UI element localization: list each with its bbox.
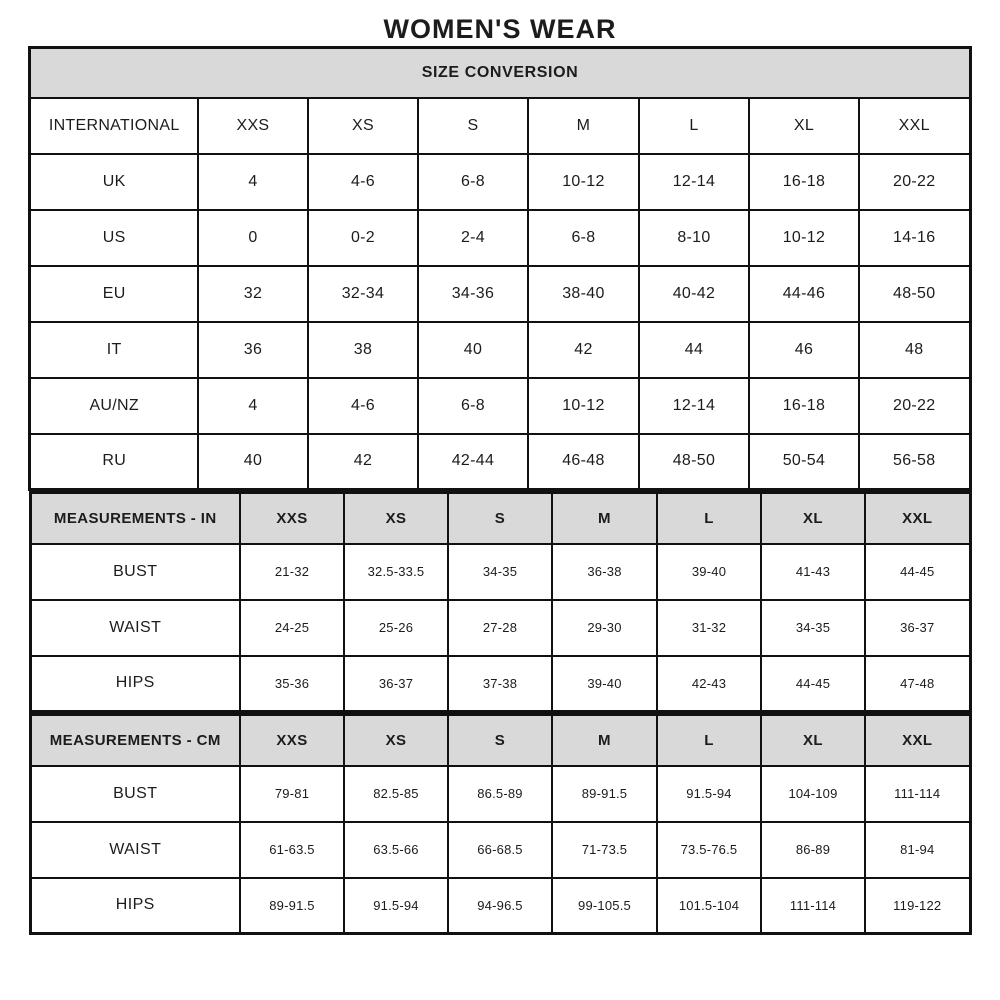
value-cell: 16-18 [749,154,859,210]
table-header-row [30,715,970,766]
size-header-cell: XXS [240,493,344,544]
value-cell: 73.5-76.5 [657,822,761,878]
value-cell: 12-14 [639,378,749,434]
table-row [30,378,970,434]
table-header-row [30,493,970,544]
value-cell: 35-36 [240,656,344,712]
table-header-row [30,48,970,98]
value-cell: 99-105.5 [552,878,657,934]
column-header-cell: L [639,98,749,154]
table-row [30,878,970,934]
value-cell: 14-16 [859,210,970,266]
value-cell: 119-122 [865,878,970,934]
value-cell: 0 [198,210,308,266]
row-label-cell: HIPS [30,878,240,934]
value-cell: 91.5-94 [344,878,448,934]
value-cell: 27-28 [448,600,552,656]
row-label-cell: BUST [30,544,240,600]
value-cell: 44-45 [865,544,970,600]
size-header-cell: L [657,715,761,766]
value-cell: 6-8 [418,154,528,210]
value-cell: 39-40 [657,544,761,600]
measurements-cm-header: MEASUREMENTS - CM [30,715,240,766]
table-row [30,210,970,266]
value-cell: 47-48 [865,656,970,712]
column-header-cell: INTERNATIONAL [30,98,198,154]
value-cell: 63.5-66 [344,822,448,878]
value-cell: 8-10 [639,210,749,266]
value-cell: 41-43 [761,544,865,600]
measurements-cm-table [29,713,972,935]
value-cell: 2-4 [418,210,528,266]
value-cell: 32-34 [308,266,418,322]
value-cell: 42-43 [657,656,761,712]
value-cell: 10-12 [749,210,859,266]
value-cell: 20-22 [859,378,970,434]
value-cell: 42 [308,434,418,490]
value-cell: 81-94 [865,822,970,878]
measurements-in-header: MEASUREMENTS - IN [30,493,240,544]
table-row [30,322,970,378]
row-label-cell: EU [30,266,198,322]
table-row [30,154,970,210]
size-conversion-table [28,46,971,491]
value-cell: 38-40 [528,266,639,322]
column-header-cell: S [418,98,528,154]
size-header-cell: XL [761,715,865,766]
value-cell: 79-81 [240,766,344,822]
value-cell: 12-14 [639,154,749,210]
value-cell: 16-18 [749,378,859,434]
value-cell: 39-40 [552,656,657,712]
value-cell: 91.5-94 [657,766,761,822]
row-label-cell: RU [30,434,198,490]
value-cell: 40 [418,322,528,378]
column-header-cell: XS [308,98,418,154]
value-cell: 86.5-89 [448,766,552,822]
table-row [30,544,970,600]
value-cell: 82.5-85 [344,766,448,822]
page-title: WOMEN'S WEAR [383,14,617,44]
size-header-cell: XS [344,715,448,766]
value-cell: 89-91.5 [552,766,657,822]
value-cell: 44 [639,322,749,378]
value-cell: 40 [198,434,308,490]
size-header-cell: XXL [865,493,970,544]
column-header-cell: M [528,98,639,154]
row-label-cell: US [30,210,198,266]
table-row [30,822,970,878]
size-conversion-header: SIZE CONVERSION [30,48,970,98]
value-cell: 25-26 [344,600,448,656]
row-label-cell: BUST [30,766,240,822]
value-cell: 10-12 [528,154,639,210]
value-cell: 36-38 [552,544,657,600]
value-cell: 66-68.5 [448,822,552,878]
value-cell: 4 [198,154,308,210]
column-header-cell: XXS [198,98,308,154]
value-cell: 44-46 [749,266,859,322]
value-cell: 32 [198,266,308,322]
value-cell: 29-30 [552,600,657,656]
size-header-cell: S [448,715,552,766]
value-cell: 61-63.5 [240,822,344,878]
value-cell: 71-73.5 [552,822,657,878]
row-label-cell: WAIST [30,600,240,656]
table-row [30,600,970,656]
value-cell: 111-114 [761,878,865,934]
value-cell: 36-37 [344,656,448,712]
value-cell: 40-42 [639,266,749,322]
value-cell: 34-35 [761,600,865,656]
size-header-cell: S [448,493,552,544]
value-cell: 20-22 [859,154,970,210]
value-cell: 31-32 [657,600,761,656]
value-cell: 46-48 [528,434,639,490]
row-label-cell: WAIST [30,822,240,878]
size-header-cell: M [552,715,657,766]
value-cell: 6-8 [528,210,639,266]
table-row [30,266,970,322]
value-cell: 10-12 [528,378,639,434]
column-header-row [30,98,970,154]
value-cell: 0-2 [308,210,418,266]
value-cell: 44-45 [761,656,865,712]
value-cell: 111-114 [865,766,970,822]
value-cell: 6-8 [418,378,528,434]
value-cell: 4-6 [308,154,418,210]
size-header-cell: L [657,493,761,544]
value-cell: 24-25 [240,600,344,656]
row-label-cell: HIPS [30,656,240,712]
value-cell: 86-89 [761,822,865,878]
value-cell: 46 [749,322,859,378]
column-header-cell: XL [749,98,859,154]
value-cell: 36-37 [865,600,970,656]
row-label-cell: IT [30,322,198,378]
column-header-cell: XXL [859,98,970,154]
value-cell: 42 [528,322,639,378]
size-header-cell: XXS [240,715,344,766]
size-header-cell: XS [344,493,448,544]
table-row [30,656,970,712]
row-label-cell: UK [30,154,198,210]
value-cell: 32.5-33.5 [344,544,448,600]
value-cell: 104-109 [761,766,865,822]
table-row [30,434,970,490]
measurements-in-table [29,491,972,713]
value-cell: 89-91.5 [240,878,344,934]
value-cell: 36 [198,322,308,378]
value-cell: 42-44 [418,434,528,490]
table-row [30,766,970,822]
value-cell: 101.5-104 [657,878,761,934]
value-cell: 38 [308,322,418,378]
value-cell: 50-54 [749,434,859,490]
size-header-cell: M [552,493,657,544]
value-cell: 34-36 [418,266,528,322]
value-cell: 94-96.5 [448,878,552,934]
value-cell: 37-38 [448,656,552,712]
value-cell: 4-6 [308,378,418,434]
size-header-cell: XXL [865,715,970,766]
value-cell: 48-50 [859,266,970,322]
value-cell: 48 [859,322,970,378]
value-cell: 34-35 [448,544,552,600]
row-label-cell: AU/NZ [30,378,198,434]
value-cell: 21-32 [240,544,344,600]
value-cell: 56-58 [859,434,970,490]
size-header-cell: XL [761,493,865,544]
value-cell: 48-50 [639,434,749,490]
value-cell: 4 [198,378,308,434]
